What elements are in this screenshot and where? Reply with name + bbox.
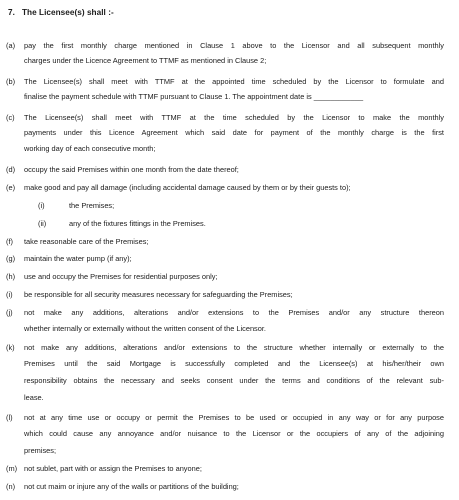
section-title: The Licensee(s) shall :- (22, 8, 114, 17)
clause-line: make good and pay all damage (including accidental damage caused by them or by their guests to); (24, 183, 351, 192)
clause-label: (m) (6, 464, 18, 473)
clause-label: (k) (6, 343, 15, 352)
clause-line: any of the fixtures fittings in the Premises. (69, 219, 206, 228)
clause-label: (g) (6, 254, 16, 263)
clause-line: The Licensee(s) shall meet with TTMF at the appointed time scheduled by the Licensor to formulate and (24, 77, 444, 86)
clause-line: pay the first monthly charge mentioned in Clause 1 above to the Licensor and all subsequent monthly (24, 41, 444, 50)
clause-line: not make any additions, alterations and/or extensions to the structure whether internally or externally to the (24, 343, 444, 352)
clause-line: not make any additions, alterations and/or extensions to the Premises and/or any structure thereon (24, 308, 444, 317)
clause-label: (a) (6, 41, 16, 50)
clause-label: (f) (6, 237, 13, 246)
clause-label: (e) (6, 183, 16, 192)
clause-label: (l) (6, 413, 13, 422)
clause-label: (i) (38, 201, 45, 210)
clause-line: the Premises; (69, 201, 115, 210)
clause-line: whether internally or externally without the written consent of the Licensor. (24, 324, 266, 333)
clause-label: (j) (6, 308, 13, 317)
clause-label: (b) (6, 77, 16, 86)
clause-line: not sublet, part with or assign the Premises to anyone; (24, 464, 202, 473)
clause-label: (d) (6, 165, 16, 174)
clause-line: occupy the said Premises within one month from the date thereof; (24, 165, 239, 174)
clause-label: (ii) (38, 219, 47, 228)
clause-label: (c) (6, 113, 15, 122)
clause-line: finalise the payment schedule with TTMF pursuant to Clause 1. The appointment date is ____________ (24, 92, 364, 101)
clause-line: not cut maim or injure any of the walls or partitions of the building; (24, 482, 239, 491)
clause-line: premises; (24, 446, 57, 455)
clause-line: Premises until the said Mortgage is successfully completed and the Licensee(s) at his/her/their own (24, 359, 444, 368)
clause-label: (n) (6, 482, 16, 491)
clause-line: use and occupy the Premises for residential purposes only; (24, 272, 218, 281)
clause-line: lease. (24, 393, 44, 402)
clause-line: charges under the Licence Agreement to TTMF as mentioned in Clause 2; (24, 56, 267, 65)
clause-line: responsibility obtains the necessary and seeks consent under the terms and conditions of the relevant sub- (24, 376, 444, 385)
clause-label: (i) (6, 290, 13, 299)
clause-line: payments under this Licence Agreement which said date for payment of the monthly charge is the first (24, 128, 444, 137)
clause-label: (h) (6, 272, 16, 281)
clause-line: be responsible for all security measures necessary for safeguarding the Premises; (24, 290, 293, 299)
clause-line: which could cause any annoyance and/or nuisance to the Licensor or the occupiers of any of the adjoining (24, 429, 444, 438)
clause-line: working day of each consecutive month; (24, 144, 156, 153)
clause-line: not at any time use or occupy or permit the Premises to be used or occupied in any way or for any purpose (24, 413, 444, 422)
section-heading (8, 8, 114, 17)
clause-line: take reasonable care of the Premises; (24, 237, 149, 246)
section-number: 7. (8, 8, 15, 17)
clause-line: maintain the water pump (if any); (24, 254, 132, 263)
clause-line: The Licensee(s) shall meet with TTMF at the time scheduled by the Licensor to make the monthly (24, 113, 444, 122)
